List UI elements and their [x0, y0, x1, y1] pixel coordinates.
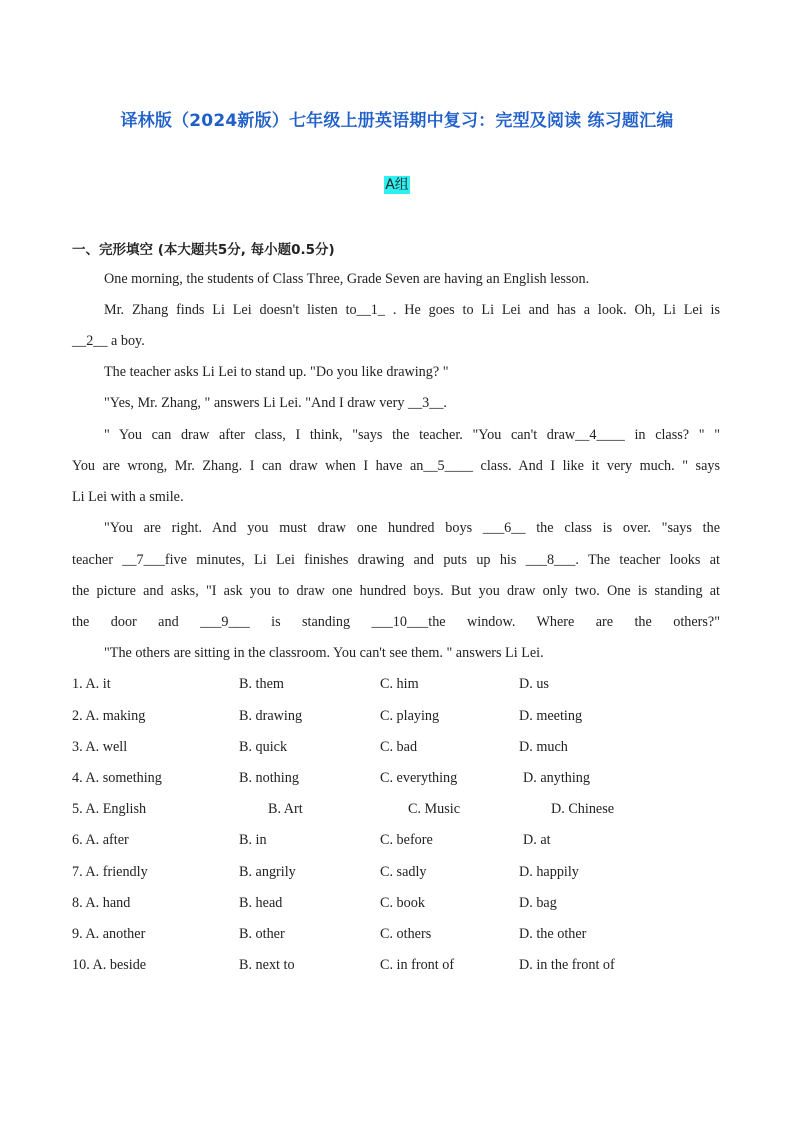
option-b: B. quick	[239, 739, 288, 755]
option-a: 10. A. beside	[72, 957, 147, 973]
passage-line: One morning, the students of Class Three, Grade Seven are having an English lesson.	[104, 271, 590, 287]
option-b: B. Art	[268, 801, 303, 817]
option-b: B. in	[239, 832, 267, 848]
option-b: B. head	[239, 895, 283, 911]
passage-line: the picture and asks, "I ask you to draw one hundred boys. But you draw only two. One is standing at	[72, 583, 720, 599]
option-a: 9. A. another	[72, 926, 146, 942]
option-d: D. much	[519, 739, 568, 755]
option-a: 2. A. making	[72, 708, 146, 724]
option-d: D. anything	[523, 770, 590, 786]
passage-line: " You can draw after class, I think, "says the teacher. "You can't draw__4____ in class? " "	[104, 427, 720, 443]
option-c: C. playing	[380, 708, 440, 724]
passage-line: The teacher asks Li Lei to stand up. "Do you like drawing? "	[104, 364, 449, 380]
option-b: B. drawing	[239, 708, 303, 724]
option-c: C. Music	[408, 801, 461, 817]
option-d: D. the other	[519, 926, 587, 942]
document-title: 译林版（2024新版）七年级上册英语期中复习：完型及阅读 练习题汇编	[120, 111, 674, 131]
option-c: C. in front of	[380, 957, 455, 973]
option-b: B. next to	[239, 957, 295, 973]
option-d: D. in the front of	[519, 957, 615, 973]
option-c: C. book	[380, 895, 425, 911]
passage-line: "You are right. And you must draw one hundred boys ___6__ the class is over. "says the	[104, 520, 720, 536]
option-a: 4. A. something	[72, 770, 162, 786]
option-a: 5. A. English	[72, 801, 147, 817]
option-a: 7. A. friendly	[72, 864, 148, 880]
passage-line: "Yes, Mr. Zhang, " answers Li Lei. "And I draw very __3__.	[104, 395, 447, 411]
passage-line: __2__ a boy.	[72, 333, 145, 349]
option-c: C. sadly	[380, 864, 427, 880]
passage-line: "The others are sitting in the classroom. You can't see them. " answers Li Lei.	[104, 645, 544, 661]
passage-line: You are wrong, Mr. Zhang. I can draw when I have an__5____ class. And I like it very much. " says	[72, 458, 720, 474]
option-b: B. angrily	[239, 864, 296, 880]
option-a: 8. A. hand	[72, 895, 131, 911]
option-b: B. nothing	[239, 770, 299, 786]
option-d: D. us	[519, 676, 549, 692]
option-c: C. bad	[380, 739, 418, 755]
option-a: 3. A. well	[72, 739, 128, 755]
option-d: D. meeting	[519, 708, 583, 724]
passage-line: Mr. Zhang finds Li Lei doesn't listen to__1_ . He goes to Li Lei and has a look. Oh, Li Lei is	[104, 302, 720, 318]
option-c: C. him	[380, 676, 419, 692]
option-a: 6. A. after	[72, 832, 129, 848]
passage-line: the door and ___9___ is standing ___10___the window. Where are the others?"	[72, 614, 720, 630]
option-c: C. others	[380, 926, 432, 942]
passage-line: Li Lei with a smile.	[72, 489, 184, 505]
option-d: D. Chinese	[551, 801, 615, 817]
option-c: C. everything	[380, 770, 458, 786]
option-d: D. bag	[519, 895, 557, 911]
group-label: A组	[385, 177, 409, 193]
option-b: B. other	[239, 926, 285, 942]
passage-line: teacher __7___five minutes, Li Lei finishes drawing and puts up his ___8___. The teacher looks at	[72, 552, 720, 568]
option-c: C. before	[380, 832, 433, 848]
option-d: D. at	[523, 832, 551, 848]
option-d: D. happily	[519, 864, 579, 880]
option-a: 1. A. it	[72, 676, 111, 692]
section-heading: 一、完形填空 (本大题共5分, 每小题0.5分)	[72, 242, 335, 258]
option-b: B. them	[239, 676, 284, 692]
